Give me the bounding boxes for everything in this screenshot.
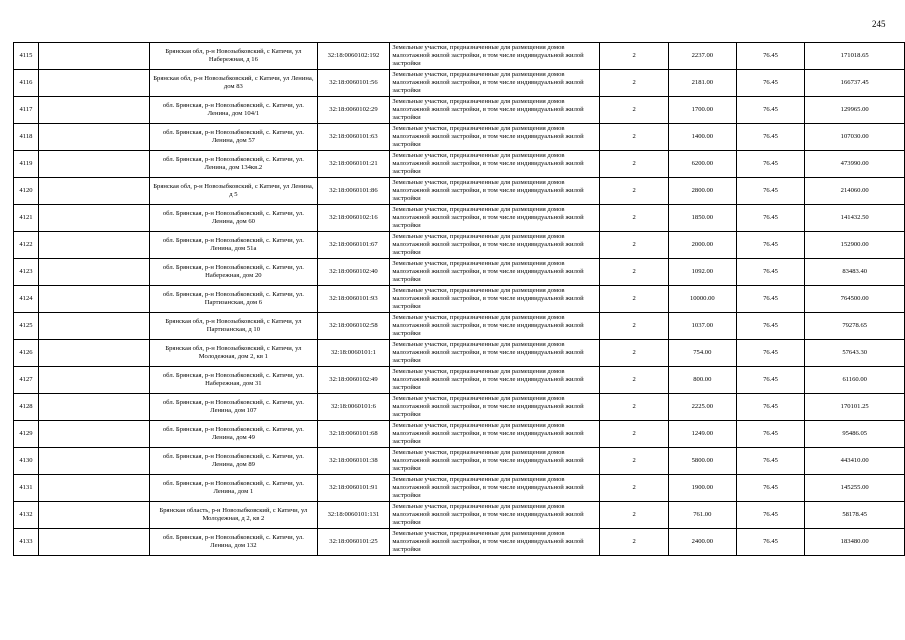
cadastral-number-cell: 32:18:0060101:86 [317, 178, 390, 205]
cadastral-value-cell: 145255.00 [805, 475, 905, 502]
land-category-cell: Земельные участки, предназначенные для размещения домов малоэтажной жилой застройки, в том числе индивидуальной жилой застройки [390, 394, 600, 421]
specific-value-cell: 76.45 [736, 178, 805, 205]
blank-cell [38, 43, 149, 70]
row-number: 4117 [14, 97, 39, 124]
specific-value-cell: 76.45 [736, 340, 805, 367]
table-row [14, 286, 905, 313]
table-row [14, 259, 905, 286]
address-cell: Брянская обл, р-н Новозыбковский, с Катичи, ул Набережная, д 16 [150, 43, 317, 70]
address-cell: обл. Брянская, р-н Новозыбковский, с. Катичи, ул. Ленина, дом 51а [150, 232, 317, 259]
specific-value-cell: 76.45 [736, 70, 805, 97]
specific-value-cell: 76.45 [736, 124, 805, 151]
cadastral-value-cell: 107030.00 [805, 124, 905, 151]
group-cell: 2 [600, 232, 669, 259]
cadastral-number-cell: 32:18:0060102:58 [317, 313, 390, 340]
area-cell: 2400.00 [668, 529, 736, 556]
address-cell: Брянская обл, р-н Новозыбковский, с Катичи, ул Молодежная, дом 2, кв 1 [150, 340, 317, 367]
table-body [14, 43, 905, 556]
specific-value-cell: 76.45 [736, 259, 805, 286]
specific-value-cell: 76.45 [736, 151, 805, 178]
specific-value-cell: 76.45 [736, 286, 805, 313]
row-number: 4115 [14, 43, 39, 70]
table-row [14, 475, 905, 502]
cadastral-value-cell: 443410.00 [805, 448, 905, 475]
blank-cell [38, 124, 149, 151]
row-number: 4129 [14, 421, 39, 448]
specific-value-cell: 76.45 [736, 367, 805, 394]
group-cell: 2 [600, 475, 669, 502]
row-number: 4127 [14, 367, 39, 394]
area-cell: 761.00 [668, 502, 736, 529]
address-cell: обл. Брянская, р-н Новозыбковский, с. Катичи, ул. Ленина, дом 60 [150, 205, 317, 232]
specific-value-cell: 76.45 [736, 448, 805, 475]
land-category-cell: Земельные участки, предназначенные для размещения домов малоэтажной жилой застройки, в том числе индивидуальной жилой застройки [390, 286, 600, 313]
blank-cell [38, 367, 149, 394]
cadastral-number-cell: 32:18:0060102:40 [317, 259, 390, 286]
address-cell: Брянская обл, р-н Новозыбковский, с Катичи, ул Ленина, д 5 [150, 178, 317, 205]
group-cell: 2 [600, 529, 669, 556]
row-number: 4121 [14, 205, 39, 232]
area-cell: 5800.00 [668, 448, 736, 475]
area-cell: 6200.00 [668, 151, 736, 178]
area-cell: 2225.00 [668, 394, 736, 421]
cadastral-number-cell: 32:18:0060101:1 [317, 340, 390, 367]
cadastral-value-cell: 83483.40 [805, 259, 905, 286]
area-cell: 1249.00 [668, 421, 736, 448]
blank-cell [38, 205, 149, 232]
group-cell: 2 [600, 124, 669, 151]
table-row [14, 367, 905, 394]
group-cell: 2 [600, 151, 669, 178]
area-cell: 1092.00 [668, 259, 736, 286]
blank-cell [38, 313, 149, 340]
group-cell: 2 [600, 367, 669, 394]
area-cell: 2000.00 [668, 232, 736, 259]
land-category-cell: Земельные участки, предназначенные для размещения домов малоэтажной жилой застройки, в том числе индивидуальной жилой застройки [390, 43, 600, 70]
cadastral-value-cell: 170101.25 [805, 394, 905, 421]
land-category-cell: Земельные участки, предназначенные для размещения домов малоэтажной жилой застройки, в том числе индивидуальной жилой застройки [390, 448, 600, 475]
group-cell: 2 [600, 340, 669, 367]
group-cell: 2 [600, 286, 669, 313]
cadastral-number-cell: 32:18:0060101:21 [317, 151, 390, 178]
row-number: 4116 [14, 70, 39, 97]
area-cell: 754.00 [668, 340, 736, 367]
row-number: 4122 [14, 232, 39, 259]
group-cell: 2 [600, 502, 669, 529]
cadastral-value-cell: 141432.50 [805, 205, 905, 232]
cadastral-number-cell: 32:18:0060101:6 [317, 394, 390, 421]
land-category-cell: Земельные участки, предназначенные для размещения домов малоэтажной жилой застройки, в том числе индивидуальной жилой застройки [390, 232, 600, 259]
land-category-cell: Земельные участки, предназначенные для размещения домов малоэтажной жилой застройки, в том числе индивидуальной жилой застройки [390, 259, 600, 286]
group-cell: 2 [600, 313, 669, 340]
group-cell: 2 [600, 394, 669, 421]
cadastral-value-cell: 166737.45 [805, 70, 905, 97]
group-cell: 2 [600, 448, 669, 475]
cadastral-number-cell: 32:18:0060102:16 [317, 205, 390, 232]
address-cell: обл. Брянская, р-н Новозыбковский, с. Катичи, ул. Набережная, дом 20 [150, 259, 317, 286]
land-category-cell: Земельные участки, предназначенные для размещения домов малоэтажной жилой застройки, в том числе индивидуальной жилой застройки [390, 124, 600, 151]
blank-cell [38, 394, 149, 421]
row-number: 4125 [14, 313, 39, 340]
cadastral-value-cell: 95486.05 [805, 421, 905, 448]
cadastral-value-cell: 129965.00 [805, 97, 905, 124]
blank-cell [38, 232, 149, 259]
cadastral-number-cell: 32:18:0060102:29 [317, 97, 390, 124]
cadastral-value-cell: 57643.30 [805, 340, 905, 367]
address-cell: Брянская область, р-н Новозыбковский, с Катичи, ул Молодежная, д 2, кв 2 [150, 502, 317, 529]
land-category-cell: Земельные участки, предназначенные для размещения домов малоэтажной жилой застройки, в том числе индивидуальной жилой застройки [390, 97, 600, 124]
cadastral-number-cell: 32:18:0060101:93 [317, 286, 390, 313]
land-category-cell: Земельные участки, предназначенные для размещения домов малоэтажной жилой застройки, в том числе индивидуальной жилой застройки [390, 340, 600, 367]
area-cell: 2237.00 [668, 43, 736, 70]
group-cell: 2 [600, 205, 669, 232]
address-cell: обл. Брянская, р-н Новозыбковский, с. Катичи, ул. Партизанская, дом 6 [150, 286, 317, 313]
area-cell: 800.00 [668, 367, 736, 394]
land-plots-table [13, 42, 905, 556]
area-cell: 10000.00 [668, 286, 736, 313]
table-row [14, 313, 905, 340]
row-number: 4120 [14, 178, 39, 205]
table-row [14, 70, 905, 97]
land-category-cell: Земельные участки, предназначенные для размещения домов малоэтажной жилой застройки, в том числе индивидуальной жилой застройки [390, 529, 600, 556]
cadastral-value-cell: 171018.65 [805, 43, 905, 70]
specific-value-cell: 76.45 [736, 97, 805, 124]
table-row [14, 340, 905, 367]
cadastral-number-cell: 32:18:0060102:192 [317, 43, 390, 70]
cadastral-number-cell: 32:18:0060101:91 [317, 475, 390, 502]
table-row [14, 529, 905, 556]
table-row [14, 124, 905, 151]
table-row [14, 205, 905, 232]
address-cell: обл. Брянская, р-н Новозыбковский, с. Катичи, ул. Ленина, дом 49 [150, 421, 317, 448]
cadastral-value-cell: 214060.00 [805, 178, 905, 205]
group-cell: 2 [600, 70, 669, 97]
row-number: 4131 [14, 475, 39, 502]
cadastral-value-cell: 764500.00 [805, 286, 905, 313]
address-cell: обл. Брянская, р-н Новозыбковский, с. Катичи, ул. Ленина, дом 132 [150, 529, 317, 556]
row-number: 4128 [14, 394, 39, 421]
land-category-cell: Земельные участки, предназначенные для размещения домов малоэтажной жилой застройки, в том числе индивидуальной жилой застройки [390, 70, 600, 97]
land-category-cell: Земельные участки, предназначенные для размещения домов малоэтажной жилой застройки, в том числе индивидуальной жилой застройки [390, 502, 600, 529]
specific-value-cell: 76.45 [736, 394, 805, 421]
land-category-cell: Земельные участки, предназначенные для размещения домов малоэтажной жилой застройки, в том числе индивидуальной жилой застройки [390, 205, 600, 232]
blank-cell [38, 97, 149, 124]
blank-cell [38, 340, 149, 367]
area-cell: 2181.00 [668, 70, 736, 97]
specific-value-cell: 76.45 [736, 313, 805, 340]
row-number: 4119 [14, 151, 39, 178]
area-cell: 1900.00 [668, 475, 736, 502]
land-category-cell: Земельные участки, предназначенные для размещения домов малоэтажной жилой застройки, в том числе индивидуальной жилой застройки [390, 313, 600, 340]
specific-value-cell: 76.45 [736, 421, 805, 448]
cadastral-number-cell: 32:18:0060101:63 [317, 124, 390, 151]
row-number: 4133 [14, 529, 39, 556]
cadastral-number-cell: 32:18:0060101:68 [317, 421, 390, 448]
row-number: 4126 [14, 340, 39, 367]
specific-value-cell: 76.45 [736, 232, 805, 259]
land-category-cell: Земельные участки, предназначенные для размещения домов малоэтажной жилой застройки, в том числе индивидуальной жилой застройки [390, 421, 600, 448]
blank-cell [38, 259, 149, 286]
table-row [14, 448, 905, 475]
group-cell: 2 [600, 259, 669, 286]
group-cell: 2 [600, 43, 669, 70]
row-number: 4123 [14, 259, 39, 286]
area-cell: 1700.00 [668, 97, 736, 124]
cadastral-value-cell: 473990.00 [805, 151, 905, 178]
table-row [14, 394, 905, 421]
blank-cell [38, 502, 149, 529]
blank-cell [38, 475, 149, 502]
group-cell: 2 [600, 178, 669, 205]
cadastral-value-cell: 152900.00 [805, 232, 905, 259]
cadastral-number-cell: 32:18:0060101:131 [317, 502, 390, 529]
address-cell: обл. Брянская, р-н Новозыбковский, с. Катичи, ул. Ленина, дом 107 [150, 394, 317, 421]
group-cell: 2 [600, 97, 669, 124]
page-number: 245 [872, 19, 886, 29]
address-cell: Брянская обл, р-н Новозыбковский, с Катичи, ул Ленина, дом 83 [150, 70, 317, 97]
specific-value-cell: 76.45 [736, 502, 805, 529]
cadastral-value-cell: 183480.00 [805, 529, 905, 556]
address-cell: обл. Брянская, р-н Новозыбковский, с. Катичи, ул. Ленина, дом 104/1 [150, 97, 317, 124]
blank-cell [38, 421, 149, 448]
address-cell: обл. Брянская, р-н Новозыбковский, с. Катичи, ул. Набережная, дом 31 [150, 367, 317, 394]
cadastral-number-cell: 32:18:0060102:49 [317, 367, 390, 394]
row-number: 4124 [14, 286, 39, 313]
address-cell: обл. Брянская, р-н Новозыбковский, с. Катичи, ул. Ленина, дом 1 [150, 475, 317, 502]
land-category-cell: Земельные участки, предназначенные для размещения домов малоэтажной жилой застройки, в том числе индивидуальной жилой застройки [390, 178, 600, 205]
blank-cell [38, 151, 149, 178]
specific-value-cell: 76.45 [736, 205, 805, 232]
blank-cell [38, 70, 149, 97]
cadastral-value-cell: 79278.65 [805, 313, 905, 340]
area-cell: 1400.00 [668, 124, 736, 151]
table-row [14, 421, 905, 448]
address-cell: обл. Брянская, р-н Новозыбковский, с. Катичи, ул. Ленина, дом 89 [150, 448, 317, 475]
cadastral-number-cell: 32:18:0060101:67 [317, 232, 390, 259]
cadastral-number-cell: 32:18:0060101:38 [317, 448, 390, 475]
row-number: 4118 [14, 124, 39, 151]
table-row [14, 43, 905, 70]
blank-cell [38, 529, 149, 556]
land-category-cell: Земельные участки, предназначенные для размещения домов малоэтажной жилой застройки, в том числе индивидуальной жилой застройки [390, 367, 600, 394]
row-number: 4132 [14, 502, 39, 529]
cadastral-number-cell: 32:18:0060101:56 [317, 70, 390, 97]
address-cell: обл. Брянская, р-н Новозыбковский, с. Катичи, ул. Ленина, дом 57 [150, 124, 317, 151]
land-category-cell: Земельные участки, предназначенные для размещения домов малоэтажной жилой застройки, в том числе индивидуальной жилой застройки [390, 151, 600, 178]
group-cell: 2 [600, 421, 669, 448]
area-cell: 1037.00 [668, 313, 736, 340]
land-category-cell: Земельные участки, предназначенные для размещения домов малоэтажной жилой застройки, в том числе индивидуальной жилой застройки [390, 475, 600, 502]
area-cell: 2800.00 [668, 178, 736, 205]
blank-cell [38, 448, 149, 475]
specific-value-cell: 76.45 [736, 43, 805, 70]
table-row [14, 97, 905, 124]
table-row [14, 502, 905, 529]
area-cell: 1850.00 [668, 205, 736, 232]
specific-value-cell: 76.45 [736, 529, 805, 556]
cadastral-number-cell: 32:18:0060101:25 [317, 529, 390, 556]
row-number: 4130 [14, 448, 39, 475]
table-row [14, 232, 905, 259]
table-row [14, 151, 905, 178]
cadastral-value-cell: 61160.00 [805, 367, 905, 394]
address-cell: обл. Брянская, р-н Новозыбковский, с. Катичи, ул. Ленина, дом 134кв.2 [150, 151, 317, 178]
address-cell: Брянская обл, р-н Новозыбковский, с Катичи, ул Партизанская, д 10 [150, 313, 317, 340]
cadastral-value-cell: 58178.45 [805, 502, 905, 529]
table-row [14, 178, 905, 205]
blank-cell [38, 178, 149, 205]
specific-value-cell: 76.45 [736, 475, 805, 502]
blank-cell [38, 286, 149, 313]
